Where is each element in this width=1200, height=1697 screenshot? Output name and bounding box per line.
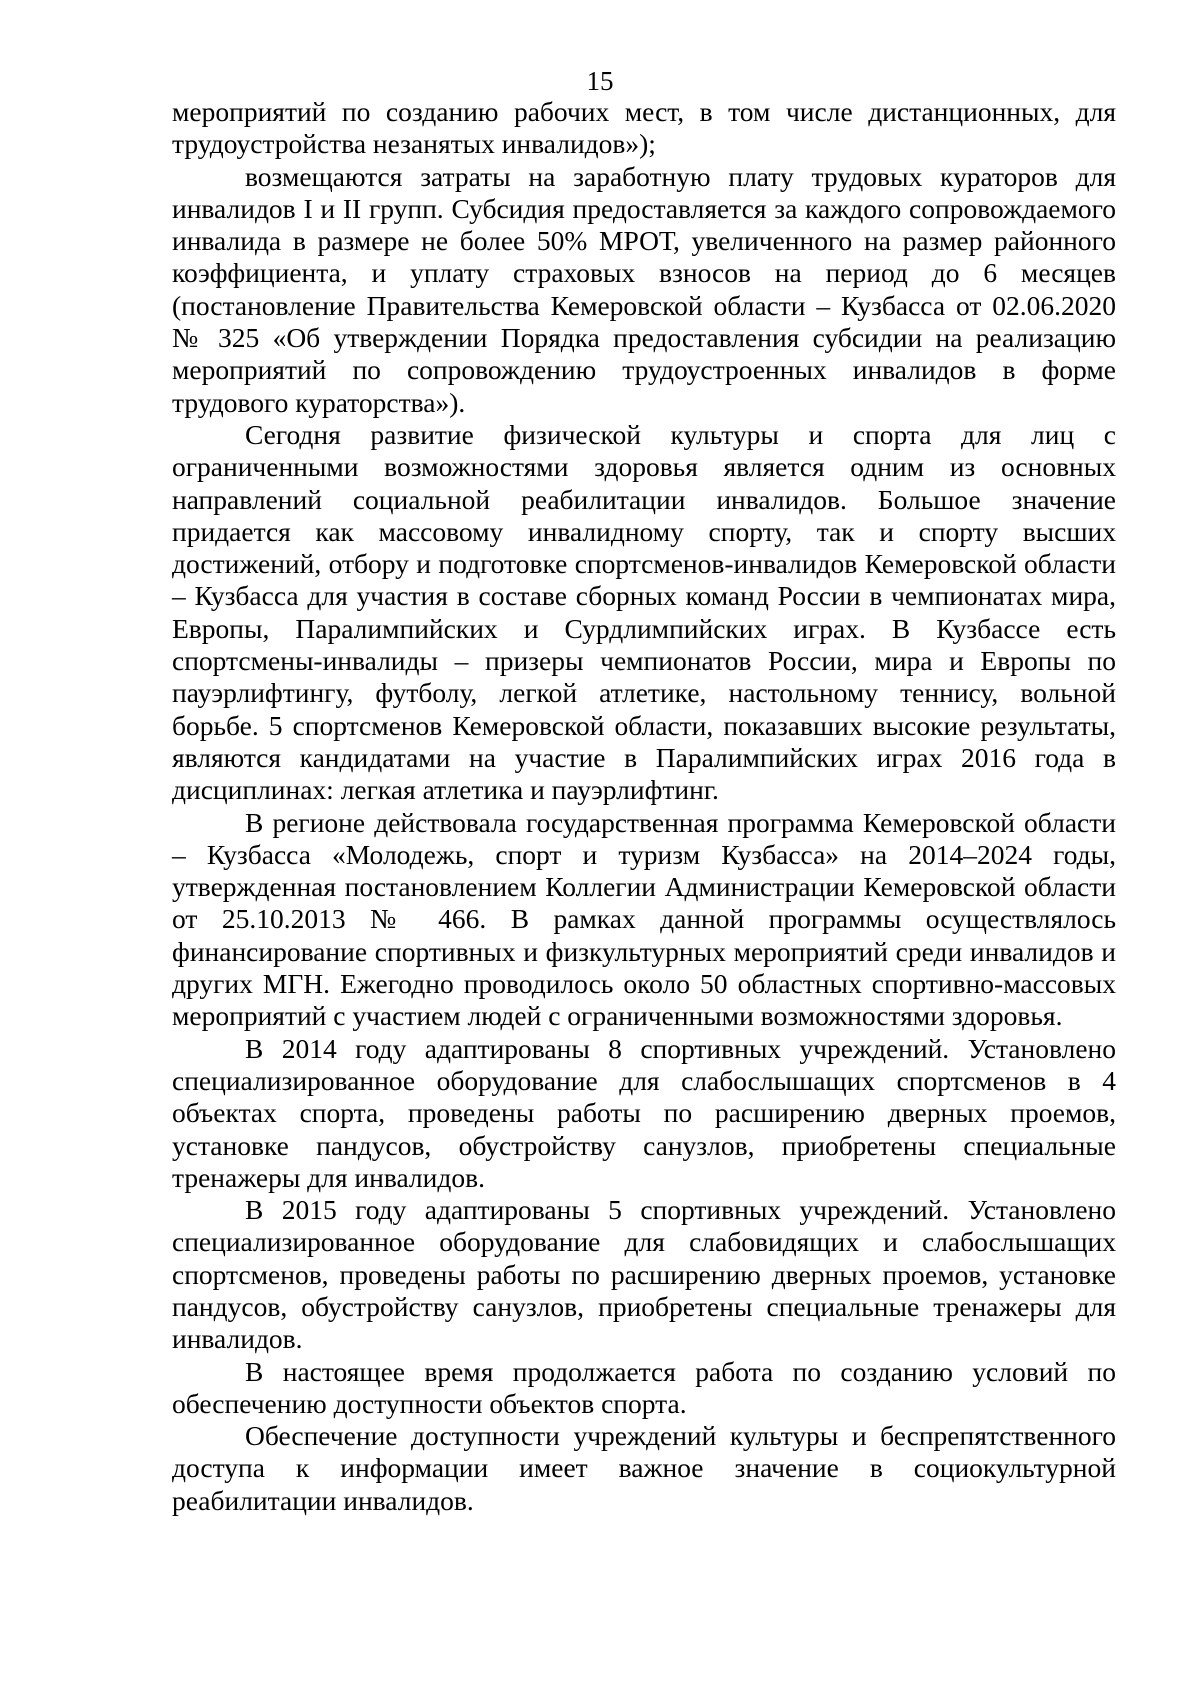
paragraph-state-program: В регионе действовала государственная программа Кемеровской области – Кузбасса «Молодежь, спорт и туризм Кузбасса» на 2014–2024 годы, утвержденная постановлением Коллегии Администрации Кемеровской области от 25.10.2013 № 466. В рамках данной программы осуществлялось финансирование спортивных и физкультурных мероприятий среди инвалидов и других МГН. Ежегодно проводилось около 50 областных спортивно-массовых мероприятий с участием людей с ограниченными возможностями здоровья.: [172, 806, 1116, 1032]
paragraph-subsidy-curators: возмещаются затраты на заработную плату трудовых кураторов для инвалидов I и II групп. Субсидия предоставляется за каждого сопровождаемого инвалида в размере не более 50% МРОТ, увеличенного на размер районного коэффициента, и уплату страховых взносов на период до 6 месяцев (постановление Правительства Кемеровской области – Кузбасса от 02.06.2020 № 325 «Об утверждении Порядка предоставления субсидии на реализацию мероприятий по сопровождению трудоустроенных инвалидов в форме трудового кураторства»).: [172, 160, 1116, 418]
document-body: [172, 96, 1116, 1517]
paragraph-sport-development: Сегодня развитие физической культуры и спорта для лиц с ограниченными возможностями здоровья является одним из основных направлений социальной реабилитации инвалидов. Большое значение придается как массовому инвалидному спорту, так и спорту высших достижений, отбору и подготовке спортсменов-инвалидов Кемеровской области – Кузбасса для участия в составе сборных команд России в чемпионатах мира, Европы, Паралимпийских и Сурдлимпийских играх. В Кузбассе есть спортсмены-инвалиды – призеры чемпионатов России, мира и Европы по пауэрлифтингу, футболу, легкой атлетике, настольному теннису, вольной борьбе. 5 спортсменов Кемеровской области, показавших высокие результаты, являются кандидатами на участие в Паралимпийских играх 2016 года в дисциплинах: легкая атлетика и пауэрлифтинг.: [172, 418, 1116, 806]
paragraph-continuation: мероприятий по созданию рабочих мест, в том числе дистанционных, для трудоустройства незанятых инвалидов»);: [172, 96, 1116, 160]
paragraph-2015-adaptation: В 2015 году адаптированы 5 спортивных учреждений. Установлено специализированное оборудование для слабовидящих и слабослышащих спортсменов, проведены работы по расширению дверных проемов, установке пандусов, обустройству санузлов, приобретены специальные тренажеры для инвалидов.: [172, 1194, 1116, 1355]
paragraph-current-work: В настоящее время продолжается работа по созданию условий по обеспечению доступности объектов спорта.: [172, 1355, 1116, 1419]
paragraph-2014-adaptation: В 2014 году адаптированы 8 спортивных учреждений. Установлено специализированное оборудование для слабослышащих спортсменов в 4 объектах спорта, проведены работы по расширению дверных проемов, установке пандусов, обустройству санузлов, приобретены специальные тренажеры для инвалидов.: [172, 1032, 1116, 1193]
paragraph-culture-access: Обеспечение доступности учреждений культуры и беспрепятственного доступа к информации имеет важное значение в социокультурной реабилитации инвалидов.: [172, 1420, 1116, 1516]
page-number: 15: [586, 66, 614, 96]
